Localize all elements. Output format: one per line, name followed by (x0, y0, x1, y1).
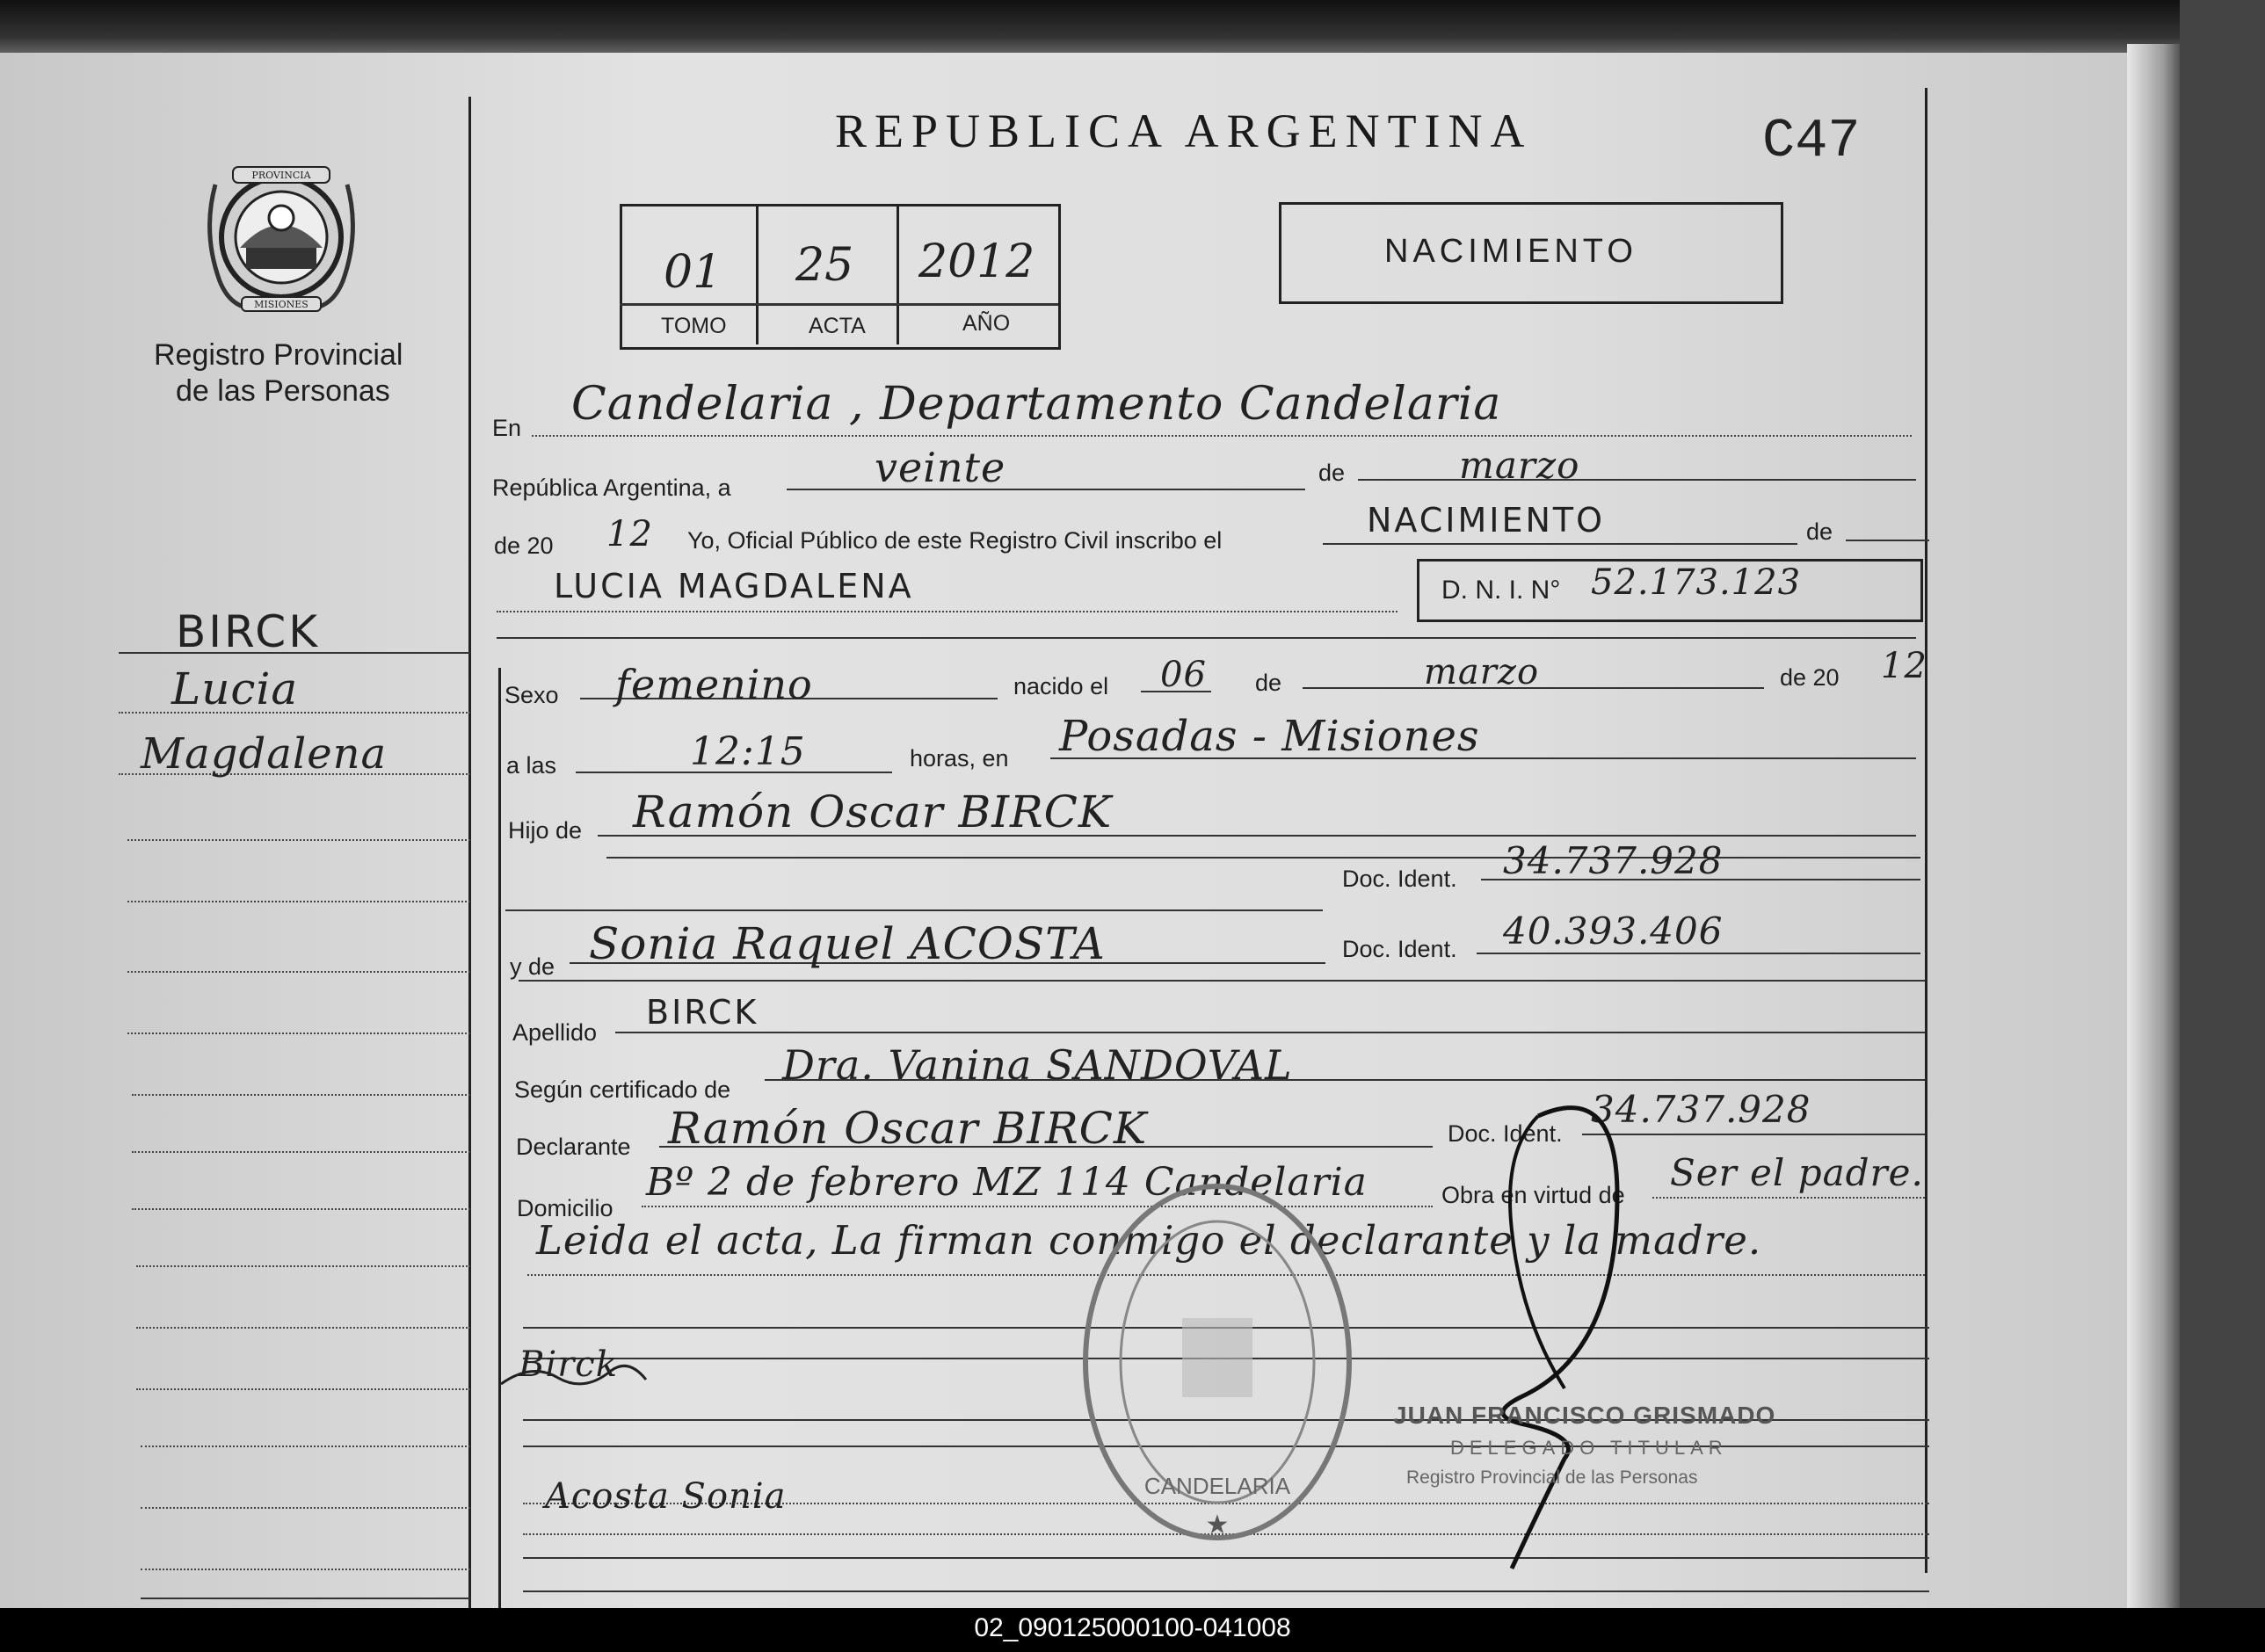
label-de-2: de (1806, 518, 1833, 545)
right-border (1925, 88, 1927, 1573)
signature-scribble-icon (497, 1344, 655, 1406)
acta-label: ACTA (809, 314, 866, 338)
provincial-seal-icon (198, 149, 365, 316)
image-id-bar (0, 1608, 2265, 1652)
registry-name-line1: Registro Provincial (154, 338, 403, 372)
official-org: Registro Provincial de las Personas (1406, 1467, 1698, 1488)
signature-declarante: Birck (519, 1344, 618, 1385)
label-republica: República Argentina, a (492, 475, 731, 501)
margin-divider (468, 97, 471, 1608)
label-horas: horas, en (910, 745, 1009, 772)
tomo-value: 01 (664, 246, 722, 299)
entry-mes: marzo (1459, 444, 1580, 487)
margin-surname: BIRCK (176, 606, 320, 657)
entry-dia-nac: 06 (1160, 655, 1207, 695)
entry-inscribe: NACIMIENTO (1367, 501, 1606, 540)
label-nacido: nacido el (1013, 673, 1109, 699)
label-segun: Según certificado de (514, 1076, 731, 1103)
label-sexo: Sexo (505, 682, 559, 708)
entry-certificado: Dra. Vanina SANDOVAL (782, 1041, 1293, 1089)
entry-declarante: Ramón Oscar BIRCK (668, 1103, 1148, 1154)
entry-mes-nac: marzo (1424, 652, 1540, 692)
anio-label: AÑO (962, 311, 1011, 336)
anio-value: 2012 (918, 235, 1035, 288)
entry-padre-doc: 34.737.928 (1503, 839, 1724, 882)
official-name: JUAN FRANCISCO GRISMADO (1393, 1402, 1776, 1429)
label-docident-padre: Doc. Ident. (1342, 866, 1457, 892)
entry-domicilio: Bº 2 de febrero MZ 114 Candelaria (646, 1160, 1368, 1205)
margin-given-name-1: Lucia (171, 663, 299, 714)
entry-obra: Ser el padre. (1670, 1151, 1924, 1194)
entry-padre: Ramón Oscar BIRCK (633, 786, 1113, 837)
entry-anio-nac: 12 (1881, 646, 1927, 686)
entry-apellido: BIRCK (646, 993, 759, 1032)
svg-text:★: ★ (1205, 1511, 1230, 1540)
label-hijo: Hijo de (508, 817, 583, 844)
entry-nombre: LUCIA MAGDALENA (554, 567, 914, 605)
label-apellido: Apellido (512, 1019, 598, 1046)
book-right-shadow (2180, 0, 2265, 1608)
label-yde: y de (510, 953, 555, 980)
entry-declarante-doc: 34.737.928 (1591, 1088, 1811, 1131)
entry-lugar: Candelaria , Departamento Candelaria (571, 378, 1502, 431)
entry-dni: 52.173.123 (1591, 562, 1802, 603)
label-de20: de 20 (494, 533, 554, 559)
page-edge (2127, 44, 2180, 1608)
record-type: NACIMIENTO (1384, 233, 1637, 270)
entry-leida: Leida el acta, La firman conmigo el declarante y la madre. (536, 1217, 1762, 1264)
entry-anio: 12 (606, 514, 653, 554)
official-role: DELEGADO TITULAR (1450, 1437, 1728, 1459)
acta-value: 25 (795, 239, 854, 292)
entry-madre-doc: 40.393.406 (1503, 909, 1724, 953)
label-alas: a las (506, 752, 557, 779)
seal-top-text: PROVINCIA (251, 170, 311, 181)
seal-bottom-text: MISIONES (254, 299, 309, 310)
entry-dia: veinte (875, 444, 1006, 491)
round-stamp-text: CANDELARIA (1143, 1473, 1291, 1499)
label-obra: Obra en virtud de (1441, 1182, 1625, 1208)
label-docident-declarante: Doc. Ident. (1448, 1120, 1563, 1147)
label-domicilio: Domicilio (517, 1195, 613, 1221)
label-de: de (1318, 460, 1346, 486)
label-yo: Yo, Oficial Público de este Registro Civil inscribo el (687, 527, 1223, 554)
signature-madre: Acosta Sonia (545, 1476, 787, 1517)
country-title: REPUBLICA ARGENTINA (835, 105, 1533, 157)
label-docident-madre: Doc. Ident. (1342, 936, 1457, 962)
entry-madre: Sonia Raquel ACOSTA (589, 918, 1106, 969)
certificate-number: C47 (1762, 110, 1861, 172)
label-en: En (492, 415, 522, 441)
label-dni: D. N. I. N° (1441, 576, 1561, 605)
entry-lugar-nac: Posadas - Misiones (1059, 712, 1480, 761)
margin-given-name-2: Magdalena (141, 729, 388, 779)
entry-hora: 12:15 (690, 729, 806, 774)
registry-name-line2: de las Personas (176, 374, 390, 408)
official-round-stamp-icon (1077, 1169, 1358, 1555)
image-id: 02_090125000100-041008 (974, 1613, 1291, 1642)
label-de20-b: de 20 (1780, 664, 1840, 691)
registrar-signature-icon (1485, 1090, 1644, 1582)
entry-sexo: femenino (615, 661, 813, 708)
label-declarante: Declarante (516, 1134, 631, 1160)
tomo-label: TOMO (661, 314, 727, 338)
label-de-3: de (1255, 670, 1282, 696)
